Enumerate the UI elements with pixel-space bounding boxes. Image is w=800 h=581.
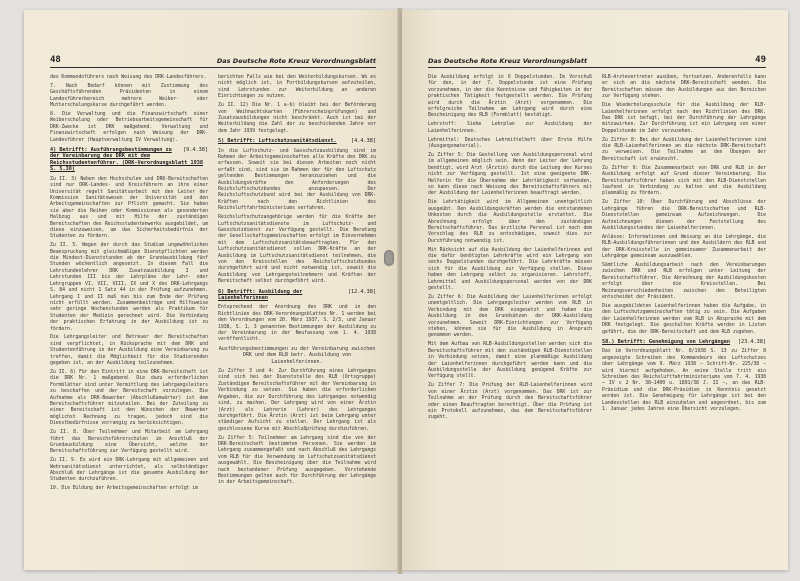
body-paragraph: berichten Falls wie bei den Weiterbildungskursen. Wo es nicht möglich ist, in Fortbildungskursen aufzuteilen, sind Lehrstunden zur Weiterbildung an anderen Einrichtungen zu nutzen.: [218, 74, 376, 100]
body-paragraph: 8. Die Verwaltung und die Finanzwirtschaft einer Weiberschulung oder Betriebsarbeitsgemeinschaft für DRK-Zwecke ist DRK maßgebend. Verwaltung und Finanzwirtschaft erfolgen nach Weisung der DRK-Landesführer (Hauptverwaltung IV Verwaltung).: [50, 111, 208, 143]
body-paragraph: Das im Verordnungsblatt Nr. 8/1938 S. 13 zu Ziffer 8 angezeigte Schreiben des Kommandeurs des Luftschutzes über Lehrgänge vom 9. März 1938 — Schrift-Nr. 225/38 — wird hiermit aufgehoben. An seine Stelle tritt ein Schreiben des Reichsluftfahrtministeriums vom 7. 4. 1938 — IV c 2 Nr. 38—1400 u. 1891/38 J. II —, an das RLB-Präsidium und die DRK-Präsidien in Kenntnis gesetzt worden ist. Die Genehmigung für Lehrgänge ist bei den Landesstellen des RLB einzuholen und angeordnet, bis zum 1. Januar jedes Jahres eine Übersicht vorzulegen.: [602, 348, 766, 412]
centered-heading: Ausführungsbestimmungen zu der Vereinbarung zwischen DRK und dem RLB betr. Ausbildung von Laienhelferinnen.: [218, 345, 376, 365]
running-head: Das Deutsche Rote Kreuz Verordnungsblatt: [216, 57, 376, 65]
body-paragraph: Zu II. 9. Es wird ein DRK-Lehrgang mit allgemeinen und Wehrsanitätsdienst unterrichtet, als selbständiger Abschluß der Lehrgänge ist die gesamte Ausbildung der Studenten durchzuführen.: [50, 457, 208, 483]
section-date: [4.4.38]: [351, 138, 376, 145]
body-paragraph: 7. Nach Bedarf können mit Zustimmung des Geschäftsführenden Präsidenten in einem Landesführerbereich mehrere Weiber- oder Mutterschulungskurse durchgeführt werden.: [50, 82, 208, 109]
body-paragraph: Die Lehrgangsleiter und Betreuer der Bereitschaften sind verpflichtet, in Rücksprache mit dem DRK und Studentenführung in der Ausbildung eine Vereinbarung zu treffen, damit die Möglichkeit für die Studierenden gegeben ist, an der Ausbildung teilzunehmen.: [50, 334, 208, 367]
right-page-header: [428, 53, 766, 68]
section-heading: [50, 147, 208, 173]
body-paragraph: Die Ausbildung erfolgt in 6 Doppelstunden. Im Vorschuß für den, in der 7. Doppelstunde ist eine Prüfung vorzunehmen, in der die Kenntnisse und Fähigkeiten in der praktischen Tätigkeit festgestellt werden. Die Prüfung wird durch die Ärztin (Arzt) vorgenommen. Die erfolgreiche Teilnahme am Lehrgang wird durch eine Bescheinigung des RLB (Formblatt) bestätigt.: [428, 74, 592, 119]
body-paragraph: Entsprechend der Anordnung des DRK und in den Richtlinien des DRK-Verordnungsblattes Nr. 1 werden bei den Verordnungen vom 20. März 1937, S. 2/3, und Januar 1938, S. 1, 3 genannten Bestimmungen der Ausbildung zu der Vereinbarung in der Neufassung vom 1. 4. 1938 veröffentlicht.: [218, 304, 376, 343]
right-page-columns: [428, 74, 766, 558]
body-paragraph: Anlässe: Informationen und Weisung an die Lehrgänge, die RLB-Ausbildungsführerinnen und den Ausbildern des RLB und der DRK-Kreisstelle in gemeinsamer Zusammenarbeit der Lehrgänge gemeinsam auszuwählen.: [602, 233, 766, 260]
body-paragraph: RLB-Ärztevertreter ausüben, fortsetzen. Anderenfalls kann er sich an die nächste DRK-Bereitschaft wenden. Die Bereitschaften müssen den Ausbildungen aus den Bereichen zur Verfügung stehen.: [602, 74, 766, 100]
left-page-header: [50, 53, 376, 68]
section-date: [23.4.38]: [737, 338, 766, 345]
body-paragraph: Mit dem Aufbau von RLB-Ausbildungsstellen werden sich die Bereitschaftsführer mit den zuständigen RLB-Dienststellen in Verbindung setzen, damit eine planmäßige Ausbildung der Laienhelferinnen durchgeführt werden kann und die Ausbildungsstelle der Ausbildung genügend Kräfte zur Verfügung stellt.: [428, 341, 592, 380]
body-paragraph: Reichsluftschutzangehörige werden für die Kräfte der Luftschutzsanitätsdienste im Luftschutz- und Gasschutzdienst zur Verfügung gestellt. Die Beratung der Gesellschaftsgemeinschaften erfolgt im Einvernehmen mit dem Luftschutzsanitätsbeauftragten. Für den Luftschutzsanitätsdienst sollen DRK-Kräfte an der Ausbildung im Luftschutzsanitätsdienst teilnehmen, die von den Kreisstellen des Reichsluftschutzbundes durchgeführt wird und nicht notwendig ist, soweit die Ausbildung von Lehrgangsteilnehmern und Kräften der Bereitschaft selbst durchgeführt wird.: [218, 214, 376, 285]
body-paragraph: Zu Ziffer 5: Die Gestellung von Ausbildungspersonal wird im allgemeinen möglich sein. Wenn der Leiter der Lehrung benötigt, wird Arzt (Ärztin) durch die Leitung des Kurses nicht zur Verfügung gestellt. Ist eine geeignete DRK-Helferin für die Übernahme der Lehrtätigkeit vorhanden, so kann diese nach Weisung des Bereitschaftsführers mit der Ausbildung der Laienhelferinnen beauftragt werden.: [428, 151, 592, 197]
section-date: [12.4.38]: [347, 288, 376, 295]
section-date: [9.4.38]: [183, 147, 208, 154]
body-paragraph: Mit Rücksicht auf die Ausbildung der Laienhelferinnen und die dafür benötigten Lehrkräfte wird ein Lehrgang von sechs Doppelstunden durchgeführt. Die Lehrkräfte müssen sich für die Ausbildung zur Verfügung stellen. Diese haben den Lehrgang selbst zu organisieren. Lehrstoff, Lehrmittel und Ausbildungspersonal werden von der DRK gestellt.: [428, 246, 592, 292]
body-paragraph: Zu II. 5. Wegen der durch das Studium ungewöhnlichen Beanspruchung mit gleichmäßigen Dienstpflichten werden die Mindest-Dienststunden ab der Grundausbildung fünf Stunden wöchentlich angesetzt. In diesem Fall die Lehrstundenlehrer DRK Zusatzausbildung I und Lehrstunden III bis der Lehrpläne der Lehr- oder Lehrgruppen VI, VII, VIII, IX und X des DRK-Lehrgangs S. 84 und nicht 1 Satz 44 in der Prüfung aufzunehmen. Lehrgang I und II muß nun bis zum Ende der Prüfung nicht erfüllt werden. Zusammenbeiträge und Hilfsweise sehr geringe Wochenstunden werden als Praktikum für Studenten der Medizin gerechnet wird. Die Verbindung der praktischen Erfahrung in der Ausbildung ist zu fördern.: [50, 242, 208, 332]
body-paragraph: Zu Ziffer 9: Die Zusammenarbeit von DRK und RLB in der Ausbildung erfolgt auf Grund dieser Vereinbarung. Die Bereitschaftsführer haben sich mit den RLB-Dienststellen laufend in Verbindung zu halten und die Ausbildung planmäßig zu fördern.: [602, 164, 766, 197]
body-paragraph: Zu II. 8. Über Teilnehmer und Mitarbeit am Lehrgang führt das Bereichsführerschulen im Anschluß der Grundausbildung eine Übersicht, welche der Bereitschaftsführung zur Verfügung gestellt wird.: [50, 429, 208, 455]
section-title: 6) Betrifft: Ausbildung der Laienhelferinnen: [218, 288, 303, 301]
section-heading: [602, 339, 766, 345]
page-number: 49: [755, 55, 766, 65]
punch-hole: [384, 250, 394, 266]
body-paragraph: Zu Ziffer 8: Bei der Ausbildung der Laienhelferinnen sind die RLB-Laienhelferinnen an die nächste DRK-Bereitschaft zu verweisen. Die Teilnahme an den Übungen der Bereitschaft ist erwünscht.: [602, 136, 766, 162]
right-page: [402, 10, 788, 570]
page-number: 48: [50, 55, 61, 65]
column: [50, 74, 208, 558]
column: [218, 74, 376, 558]
body-paragraph: Zu II. 12) Die Nr. 1 a-b) bleibt bei der Beförderung von Weihnachtskarten (Führerscheinprüfungen) und Zusatzausbildungen nicht beschränkt. Auch ist bei der Weiterbildung die Zahl der zu beschickenden Jahre vor dem Jahr 1939 festgelegt.: [218, 102, 376, 134]
body-paragraph: Zu Ziffer 3 und 4: Zur Durchführung eines Lehrganges sind sich bei der Dienststelle des RLB (Ortsgruppe) Zuständigen Bereitschaftsführer mit der Vereinbarung in Verbindung zu setzen. Sie haben die erforderlichen Angaben, die zur Durchführung des Lehrganges notwendig sind, zu machen. Der Lehrgang wird von einer Ärztin (Arzt) als Lehrerin (Lehrer) des Lehrganges durchgeführt. Die Ärztin (Arzt) ist beim Lehrgang unter ständiger Aufsicht zu stellen. Der Lehrgang ist als geschlossene Kurse mit Abschlußprüfung durchzuführen.: [218, 368, 376, 432]
body-paragraph: Lehrmittel: Deutsches Lehrmittelheft über Erste Hilfe (Ausgangsmaterial).: [428, 136, 592, 150]
body-paragraph: Zu Ziffer 10: Über Durchführung und Abschlüsse der Lehrgänge führen die DRK-Bereitschaften und RLB-Dienststellen gemeinsam Aufzeichnungen. Die Aufzeichnungen dienen der Feststellung des Ausbildungsstandes der Laienhelferinnen.: [602, 199, 766, 231]
body-paragraph: In die Luftschutz- und Gasschutzausbildung sind im Rahmen der Arbeitsgemeinschaften alle Kräfte des DRK zu erfassen. Soweit sie bei diesen Arbeiten noch nicht erfaßt sind, sind sie im Rahmen der für den Luftschutz geltenden Bestimmungen heranzuziehen und die Ausbildungskräfte den Anforderungen des Reichsluftschutzbundes anzupassen. Der Reichsluftschutzbund wird bei der Ausbildung von DRK-Kräften nach den Richtlinien des Reichsluftfahrtministeriums verfahren.: [218, 147, 376, 212]
body-paragraph: Sämtliche Ausbildungsarbeit nach den Vereinbarungen zwischen DRK und RLB erfolgen unter Leitung der Bereitschaftsführer. Die Abrechnung der Ausbildungskosten erfolgt über die Kreisstellen. Bei Meinungsverschiedenheiten zwischen den Beteiligten entscheidet der Präsident.: [602, 261, 766, 300]
left-page: [24, 10, 398, 570]
body-paragraph: Lehrstoff: Siehe Lehrplan zur Ausbildung der Laienhelferinnen.: [428, 121, 592, 134]
body-paragraph: Zu Ziffer 7: Die Prüfung der RLB-Laienhelferinnen wird von einer Ärztin (Arzt) vorgenommen. Das DRK ist zur Teilnahme an der Prüfung durch den Bereitschaftsführer oder einen Beauftragten berechtigt. Über die Prüfung ist ein Protokoll aufzunehmen, das dem Bereitschaftsführer zugeht.: [428, 382, 592, 421]
body-paragraph: Zu II. 6) Für den Eintritt in eine DRK-Bereitschaft ist die DRK Nr. 1 maßgebend. Die dazu erforderlichen Formblätter sind unter Vermittlung des Lehrgangsleiters zu beschaffen und der Bereitschaft vorzulegen. Die Aufnahme als DRK-Bewerber (Abschlußanwärter) ist dem Bereitschaftsführer mitzuteilen. Bei der Zuteilung zu einer Bereitschaft ist den Wünschen der Bewerber möglichst Rechnung zu tragen, jedoch sind die Dienstbedürfnisse vorrangig zu berücksichtigen.: [50, 368, 208, 427]
section-heading: [218, 138, 376, 144]
body-paragraph: des Kommandoführers nach Weisung des DRK-Landesführers.: [50, 74, 207, 80]
body-paragraph: Zu II. 3) Neben den Hochschulen und DRK-Bereitschaften sind nur DRK-Landes- und Kreisführern an ihre einer Universität regelt Sanitätsarbeit mit den Leiter der Kommission Sanitätswesen der Universität und den Arbeitsgemeinschaften zur Pflicht gemacht. Sie haben sie aber die Reihen oder Kommissionen als gesonderten Halbzug aus und mit Hilfe der zuständigen Bereitschaften des Reichsstudentenwerks ausgebildet, um diese einzuweisen, um das Sicherheitsbedürfnis der Studenten zu fördern.: [50, 175, 208, 240]
column: [428, 74, 592, 558]
column: [602, 74, 766, 558]
running-head: Das Deutsche Rote Kreuz Verordnungsblatt: [428, 57, 588, 65]
section-title: 58.) Betrifft: Genehmigung von Lehrgängen: [602, 338, 731, 345]
section-title: 5) Betrifft: Luftschutzsanitätsdienst.: [218, 138, 337, 145]
body-paragraph: Die ausgebildeten Laienhelferinnen haben die Aufgabe, in den Luftschutzgemeinschaften tätig zu sein. Die Aufgaben der Laienhelferinnen werden vom RLB in Absprache mit dem DRK festgelegt. Die geschulten Kräfte werden in Listen geführt, die der DRK-Bereitschaft und dem RLB zugehen.: [602, 302, 766, 335]
section-title: 4) Betrifft: Ausführungsbestimmungen zu der Vereinbarung des DRK mit dem Reichsstudentenführer. (DRK-Verordnungsblatt 1938 S. 5.38): [50, 147, 204, 173]
body-paragraph: Die Lehrtätigkeit wird im Allgemeinen unentgeltlich ausgeübt. Den Ausbildungskräften werden die entstandenen Unkosten durch die Ausbildungsstelle erstattet. Die Abrechnung erfolgt über den zuständigen Bereitschaftsführer. Das ärztliche Personal ist nach dem Vorschlag des RLB zu entschädigen, soweit dies zur Durchführung notwendig ist.: [428, 199, 592, 244]
body-paragraph: 10. Die Bildung der Arbeitsgemeinschaften erfolgt im: [50, 485, 198, 492]
left-page-columns: [50, 74, 376, 558]
body-paragraph: Zu Ziffer 6: Die Ausbildung der Laienhelferinnen erfolgt unentgeltlich. Die Lehrgangsleiter werden vom RLB in Verbindung mit dem DRK eingesetzt und haben die Ausbildung in den Grundsätzen der DRK-Ausbildung vorzunehmen. Soweit DRK-Einrichtungen zur Verfügung stehen, können sie für die Ausbildung in Anspruch genommen werden.: [428, 294, 592, 339]
section-heading: [218, 289, 376, 302]
body-paragraph: Zu Ziffer 5: Teilnehmer am Lehrgang sind die von der DRK-Bereitschaft bestimmten Personen. Sie werden im Lehrgang zusammengefaßt und nach Abschluß des Lehrgangs vom RLB für die Verwendung im Luftschutzsanitätsdienst ausgewählt. Die Bescheinigung über die Teilnahme wird nach bestandener Prüfung ausgegeben. Vorstehende Bestimmungen gelten auch für Durchführung der Lehrgänge in der Arbeitsgemeinschaft.: [218, 434, 376, 486]
body-paragraph: Die Wiederholungsschule für die Ausbildung der RLB-Laienhelferinnen erfolgt nach den Richtlinien des DRK. Das DRK ist befugt, bei der Durchführung der Lehrgänge mitzuwirken. Zur Durchführung ist ein Lehrgang von einer Doppelstunde im Jahr vorzusehen.: [602, 102, 766, 134]
